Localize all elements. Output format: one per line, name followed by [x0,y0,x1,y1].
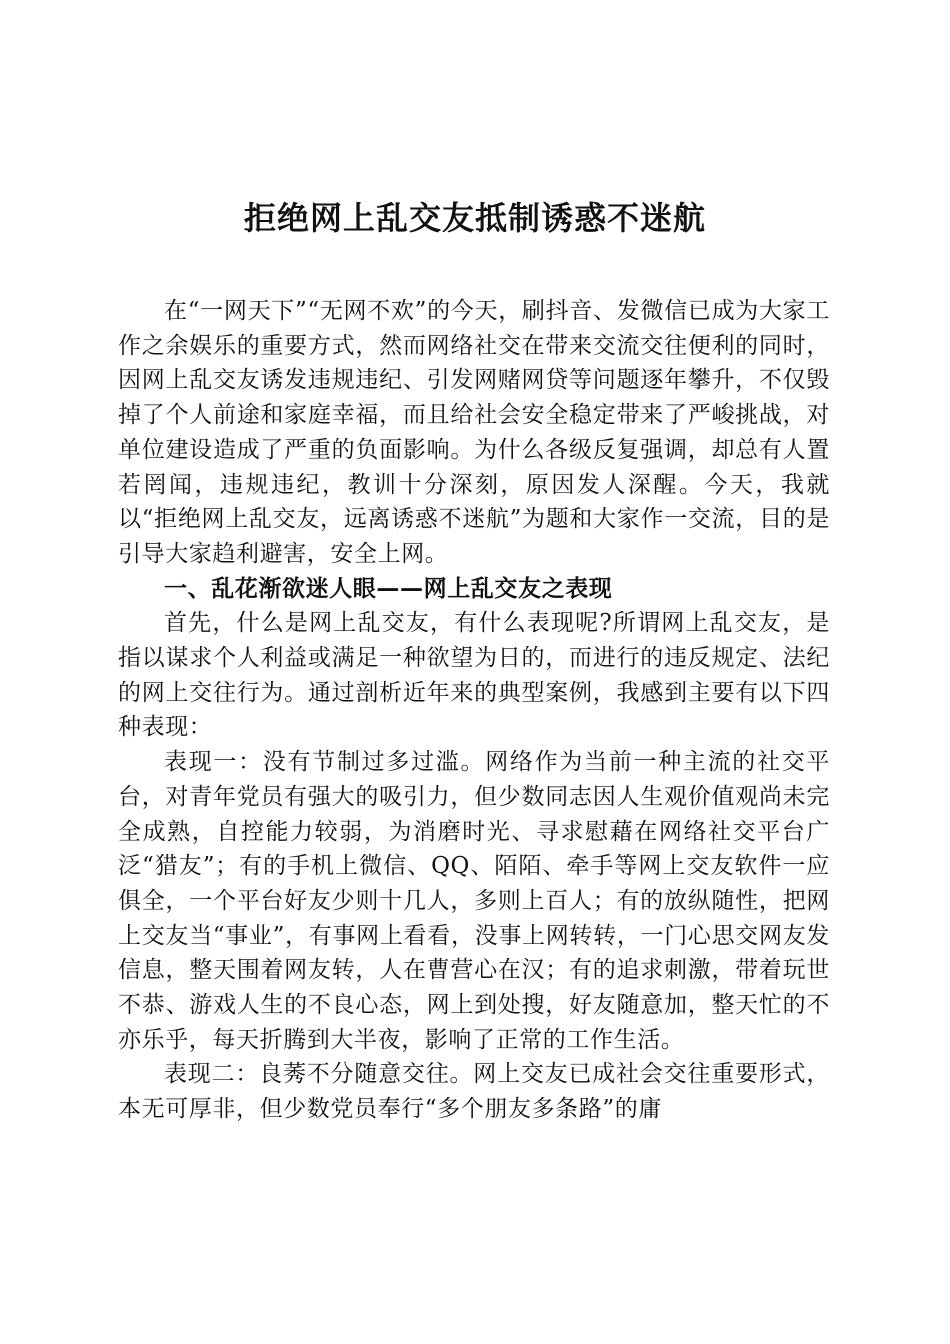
section-heading-1: 一、乱花渐欲迷人眼——网上乱交友之表现 [164,575,613,602]
document-title: 拒绝网上乱交友抵制诱惑不迷航 [243,199,706,237]
paragraph-intro: 在“一网天下”“无网不欢”的今天，刷抖音、发微信已成为大家工作之余娱乐的重要方式，然而网络社交在带来交流交往便利的同时，因网上乱交友诱发违规违纪、引发网赌网贷等问题逐年攀升，不仅毁掉了个人前途和家庭幸福，而且给社会安全稳定带来了严峻挑战，对单位建设造成了严重的负面影响。为什么各级反复强调，却总有人置若罔闻，违规违纪，教训十分深刻，原因发人深醒。今天，我就以“拒绝网上乱交友，远离诱惑不迷航”为题和大家作一交流，目的是引导大家趋利避害，安全上网。 [118,298,830,567]
paragraph-manifestation-2: 表现二：良莠不分随意交往。网上交友已成社会交往重要形式，本无可厚非，但少数党员奉行“多个朋友多条路”的庸 [118,1061,830,1123]
paragraph-definition: 首先，什么是网上乱交友，有什么表现呢?所谓网上乱交友，是指以谋求个人利益或满足一种欲望为日的，而进行的违反规定、法纪的网上交往行为。通过剖析近年来的典型案例，我感到主要有以下四种表现： [118,610,830,741]
document-body [118,294,830,1127]
paragraph-manifestation-1: 表现一：没有节制过多过滥。网络作为当前一种主流的社交平台，对青年党员有强大的吸引力，但少数同志因人生观价值观尚未完全成熟，自控能力较弱，为消磨时光、寻求慰藉在网络社交平台广泛“猎友”；有的手机上微信、QQ、陌陌、牵手等网上交友软件一应俱全，一个平台好友少则十几人，多则上百人；有的放纵随性，把网上交友当“事业”，有事网上看看，没事上网转转，一门心思交网友发信息，整天围着网友转，人在曹营心在汉；有的追求刺激，带着玩世不恭、游戏人生的不良心态，网上到处搜，好友随意加，整天忙的不亦乐乎，每天折腾到大半夜，影响了正常的工作生活。 [118,749,830,1053]
